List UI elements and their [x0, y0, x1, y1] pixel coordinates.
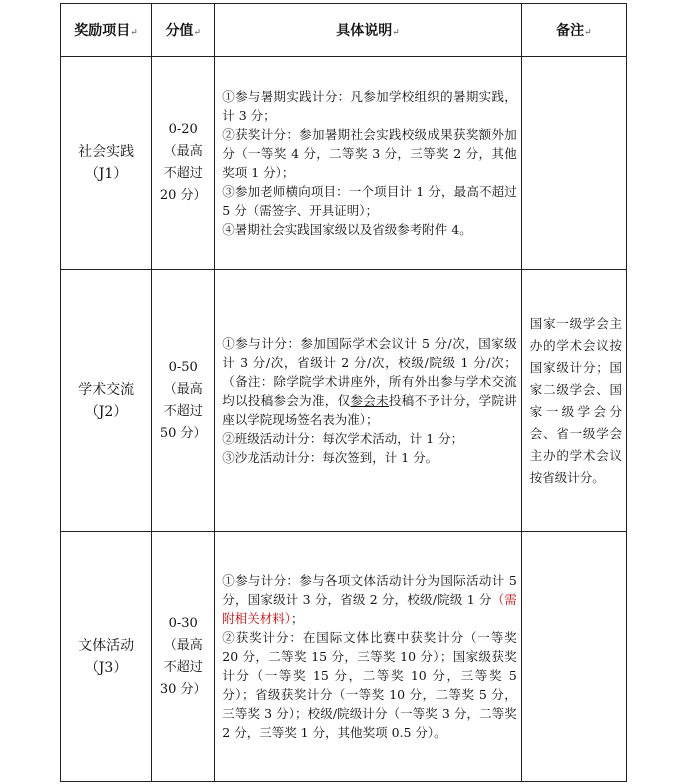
note-cell: 国家一级学会主办的学术会议按国家级计分；国家二级学会、国家一级学会分会、省一级学会主办的学术会议按省级计分。 [521, 270, 626, 532]
header-score: 分值↵ [152, 4, 215, 57]
table-row [61, 270, 627, 532]
header-note: 备注↵ [521, 4, 626, 57]
header-row [61, 4, 627, 57]
required-material-note: （需附相关材料） [222, 592, 517, 626]
note-cell [521, 57, 626, 270]
item-name-cell: 文体活动 （J3） [61, 532, 152, 782]
item-name-cell: 社会实践 （J1） [61, 57, 152, 270]
reward-table [60, 3, 627, 782]
underlined-text: 参会未 [350, 393, 389, 408]
header-description: 具体说明↵ [215, 4, 522, 57]
item-name-cell: 学术交流 （J2） [61, 270, 152, 532]
note-cell [521, 532, 626, 782]
table-row [61, 57, 627, 270]
description-cell: ①参与计分：参加国际学术会议计 5 分/次，国家级计 3 分/次，省级计 2 分/次，校级/院级 1 分/次；（备注：除学院学术讲座外，所有外出参与学术交流均以投稿参会为准，仅参会未投稿不予计分，学院讲座以学院现场签名表为准）； ②班级活动计分：每次学术活动，计 1 分； ③沙龙活动计分：每次签到，计 1 分。 [215, 270, 522, 532]
header-item: 奖励项目↵ [61, 4, 152, 57]
description-cell: ①参与暑期实践计分：凡参加学校组织的暑期实践，计 3 分； ②获奖计分：参加暑期社会实践校级成果获奖额外加分（一等奖 4 分，二等奖 3 分，三等奖 2 分，其他奖项 1 分）； ③参加老师横向项目：一个项目计 1 分，最高不超过 5 分（需签字、开具证明）； ④暑期社会实践国家级以及省级参考附件 4。 [215, 57, 522, 270]
description-cell: ①参与计分：参与各项文体活动计分为国际活动计 5 分，国家级计 3 分，省级 2 分，校级/院级 1 分（需附相关材料）； ②获奖计分：在国际文体比赛中获奖计分（一等奖 20 分，二等奖 15 分，三等奖 10 分）；国家级获奖计分（一等奖 15 分，二等奖 10 分，三等奖 5 分）；省级获奖计分（一等奖 10 分，二等奖 5 分，三等奖 3 分）；校级/院级计分（一等奖 3 分，二等奖 2 分，三等奖 1 分，其他奖项 0.5 分）。 [215, 532, 522, 782]
score-cell: 0-30 （最高 不超过 30 分） [152, 532, 215, 782]
table-row [61, 532, 627, 782]
score-cell: 0-50 （最高 不超过 50 分） [152, 270, 215, 532]
score-cell: 0-20 （最高 不超过 20 分） [152, 57, 215, 270]
